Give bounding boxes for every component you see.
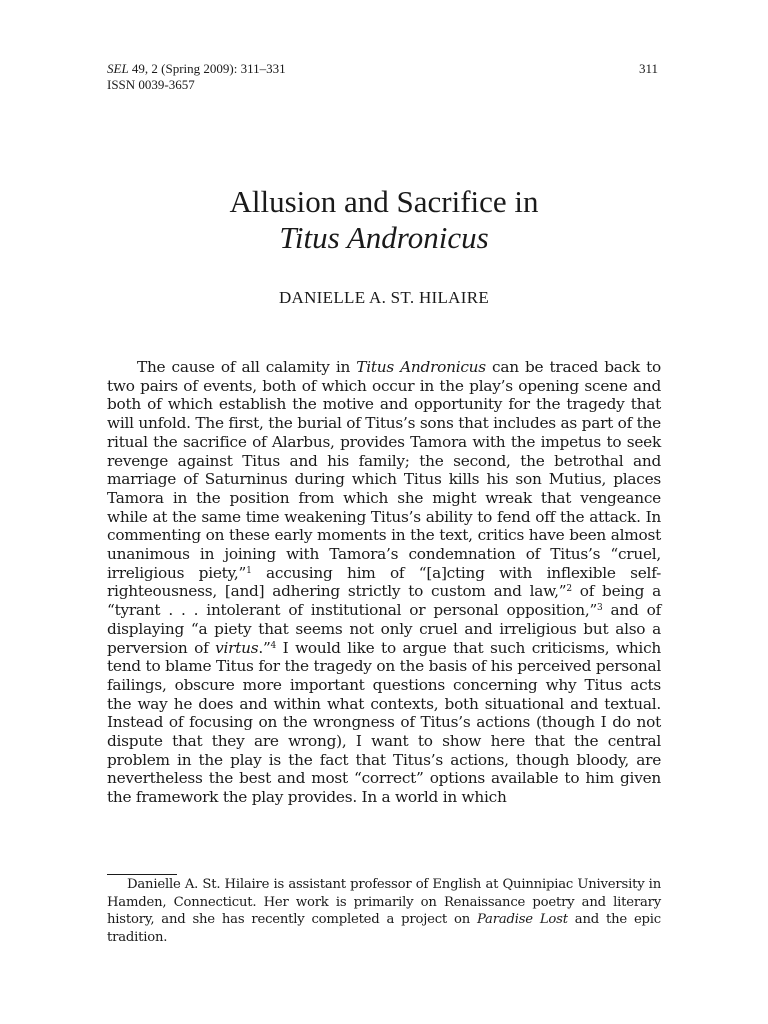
article-title xyxy=(107,184,661,256)
running-header xyxy=(107,61,286,93)
citation-line xyxy=(107,61,286,77)
footnote-ref[interactable]: 2 xyxy=(566,584,572,595)
author-footnote xyxy=(107,876,661,946)
footnote-ref[interactable]: 4 xyxy=(270,640,276,651)
footnote-divider xyxy=(107,874,177,875)
body-text-run: and of displaying “a piety that seems not only cruel and irreligious but also a perversion of xyxy=(107,601,661,657)
footnote-text: and the epic tradition. xyxy=(107,912,661,945)
page-number: 311 xyxy=(638,61,658,76)
author-name: DANIELLE A. ST. HILAIRE xyxy=(278,288,490,307)
body-text-run: accusing him of “[a]cting with inflexible self-righteousness, [and] adhering strictly to custom and law,” xyxy=(107,563,661,601)
issn: ISSN 0039-3657 xyxy=(107,77,195,92)
title-line-2: Titus Andronicus xyxy=(279,220,489,255)
body-text-run: can be traced back to two pairs of events, both of which occur in the play’s opening scene and both of which establish the motive and opportunity for the tragedy that will unfold. The first, the burial of Titus’s sons that includes as part of the ritual the sacrifice of Alarbus, provides Tamora with the impetus to seek revenge against Titus and his family; the second, the betrothal and marriage of Saturninus during which Titus kills his son Mutius, places Tamora in the position from which she might wreak that vengeance while at the same time weakening Titus’s ability to fend off the attack. In commenting on these early moments in the text, critics have been almost unanimous in joining with Tamora’s condemnation of Titus’s “cruel, irreligious piety,” xyxy=(107,358,661,582)
volume-citation: 49, 2 (Spring 2009): 311–331 xyxy=(128,61,286,76)
body-text-run: of being a “tyrant . . . intolerant of institutional or personal opposition,” xyxy=(107,582,661,620)
play-title: Titus Andronicus xyxy=(356,358,486,376)
journal-abbrev: SEL xyxy=(107,61,129,76)
body-text-run: I would like to argue that such criticisms, which tend to blame Titus for the tragedy on the basis of his perceived personal failings, obscure more important questions concerning why Titus acts the way he does and within what contexts, both situational and textual. Instead of focusing on the wrongness of Titus’s actions (though I do not dispute that they are wrong), I want to show here that the central problem in the play is the fact that Titus’s actions, though bloody, are nevertheless the best and most “correct” options available to him given the framework the play provides. In a world in which xyxy=(107,638,661,807)
work-title: Paradise Lost xyxy=(476,912,568,928)
footnote-ref[interactable]: 1 xyxy=(246,565,252,576)
footnote-ref[interactable]: 3 xyxy=(597,603,603,614)
latin-term: virtus xyxy=(215,638,259,657)
footnote-text: Danielle A. St. Hilaire is assistant professor of English at Quinnipiac University in Hamden, Connecticut. Her work is primarily on Renaissance poetry and literary history, and she has recently completed a project on xyxy=(107,877,661,928)
body-text-run: The cause of all calamity in xyxy=(137,358,357,376)
title-line-1: Allusion and Sacrifice in xyxy=(229,184,539,219)
body-paragraph xyxy=(107,358,661,807)
body-text-run: .” xyxy=(258,638,271,657)
